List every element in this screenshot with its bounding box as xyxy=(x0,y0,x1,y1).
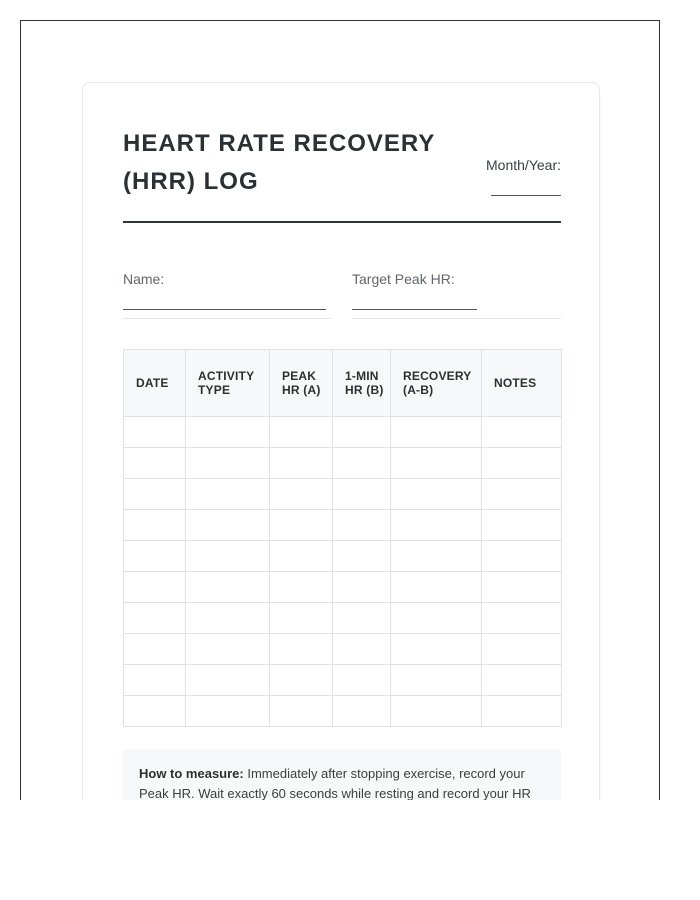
table-cell[interactable] xyxy=(270,665,333,696)
table-cell[interactable] xyxy=(124,510,186,541)
table-cell[interactable] xyxy=(124,696,186,727)
table-cell[interactable] xyxy=(482,510,562,541)
table-cell[interactable] xyxy=(270,417,333,448)
table-cell[interactable] xyxy=(391,541,482,572)
table-cell[interactable] xyxy=(270,696,333,727)
log-card xyxy=(82,82,600,800)
table-cell[interactable] xyxy=(270,541,333,572)
table-cell[interactable] xyxy=(391,448,482,479)
page-title: HEART RATE RECOVERY (HRR) LOG xyxy=(123,130,435,195)
table-row xyxy=(124,510,562,541)
table-cell[interactable] xyxy=(186,417,270,448)
table-cell[interactable] xyxy=(333,448,391,479)
month-year-field[interactable] xyxy=(491,195,561,196)
table-cell[interactable] xyxy=(270,603,333,634)
how-to-measure-note xyxy=(123,749,561,800)
table-cell[interactable] xyxy=(333,634,391,665)
name-label: Name: xyxy=(123,271,165,287)
table-cell[interactable] xyxy=(391,572,482,603)
info-fields xyxy=(123,223,561,321)
table-cell[interactable] xyxy=(186,541,270,572)
table-cell[interactable] xyxy=(333,541,391,572)
target-peak-hr-field[interactable] xyxy=(352,309,477,310)
target-divider xyxy=(352,318,561,319)
table-cell[interactable] xyxy=(391,510,482,541)
table-cell[interactable] xyxy=(391,696,482,727)
column-header-recovery: RECOVERY (A-B) xyxy=(391,350,482,417)
table-cell[interactable] xyxy=(186,665,270,696)
page-sheet xyxy=(20,20,660,800)
table-cell[interactable] xyxy=(270,634,333,665)
table-cell[interactable] xyxy=(124,634,186,665)
column-header-notes: NOTES xyxy=(482,350,562,417)
name-field[interactable] xyxy=(123,309,326,310)
table-cell[interactable] xyxy=(333,696,391,727)
table-cell[interactable] xyxy=(186,634,270,665)
table-cell[interactable] xyxy=(186,572,270,603)
table-row xyxy=(124,448,562,479)
how-to-measure-text: Immediately after stopping exercise, record your Peak HR. Wait exactly 60 seconds while resting and record your HR xyxy=(139,766,531,800)
table-row xyxy=(124,634,562,665)
table-header-row xyxy=(124,350,562,417)
table-cell[interactable] xyxy=(333,479,391,510)
table-cell[interactable] xyxy=(391,665,482,696)
table-cell[interactable] xyxy=(124,603,186,634)
table-cell[interactable] xyxy=(270,448,333,479)
table-cell[interactable] xyxy=(391,479,482,510)
table-cell[interactable] xyxy=(391,417,482,448)
table-cell[interactable] xyxy=(124,417,186,448)
table-cell[interactable] xyxy=(333,510,391,541)
target-peak-hr-label: Target Peak HR: xyxy=(352,271,455,287)
table-cell[interactable] xyxy=(124,448,186,479)
table-row xyxy=(124,665,562,696)
table-cell[interactable] xyxy=(391,634,482,665)
table-cell[interactable] xyxy=(482,603,562,634)
table-cell[interactable] xyxy=(333,665,391,696)
table-cell[interactable] xyxy=(124,479,186,510)
table-body xyxy=(124,417,562,727)
table-cell[interactable] xyxy=(186,479,270,510)
table-cell[interactable] xyxy=(482,696,562,727)
table-cell[interactable] xyxy=(270,510,333,541)
header xyxy=(123,125,561,223)
column-header-date: DATE xyxy=(124,350,186,417)
month-year-label: Month/Year: xyxy=(486,157,561,173)
table-cell[interactable] xyxy=(186,603,270,634)
table-cell[interactable] xyxy=(186,510,270,541)
table-cell[interactable] xyxy=(333,572,391,603)
table-cell[interactable] xyxy=(124,572,186,603)
table-row xyxy=(124,417,562,448)
card-content xyxy=(123,125,561,800)
table-cell[interactable] xyxy=(186,448,270,479)
table-cell[interactable] xyxy=(482,634,562,665)
column-header-peak-hr: PEAK HR (A) xyxy=(270,350,333,417)
table-row xyxy=(124,479,562,510)
how-to-measure-label: How to measure: xyxy=(139,766,244,781)
name-divider xyxy=(123,318,332,319)
column-header-activity-type: ACTIVITY TYPE xyxy=(186,350,270,417)
table-row xyxy=(124,603,562,634)
table-cell[interactable] xyxy=(482,417,562,448)
table-cell[interactable] xyxy=(186,696,270,727)
table-cell[interactable] xyxy=(270,479,333,510)
column-header-1-min-hr: 1-MIN HR (B) xyxy=(333,350,391,417)
table-row xyxy=(124,541,562,572)
table-cell[interactable] xyxy=(270,572,333,603)
hrr-log-table xyxy=(123,349,562,727)
table-cell[interactable] xyxy=(391,603,482,634)
table-cell[interactable] xyxy=(482,541,562,572)
table-row xyxy=(124,572,562,603)
table-cell[interactable] xyxy=(333,603,391,634)
table-row xyxy=(124,696,562,727)
table-cell[interactable] xyxy=(482,479,562,510)
table-cell[interactable] xyxy=(482,572,562,603)
table-cell[interactable] xyxy=(482,448,562,479)
table-cell[interactable] xyxy=(124,665,186,696)
table-cell[interactable] xyxy=(333,417,391,448)
table-cell[interactable] xyxy=(482,665,562,696)
table-cell[interactable] xyxy=(124,541,186,572)
